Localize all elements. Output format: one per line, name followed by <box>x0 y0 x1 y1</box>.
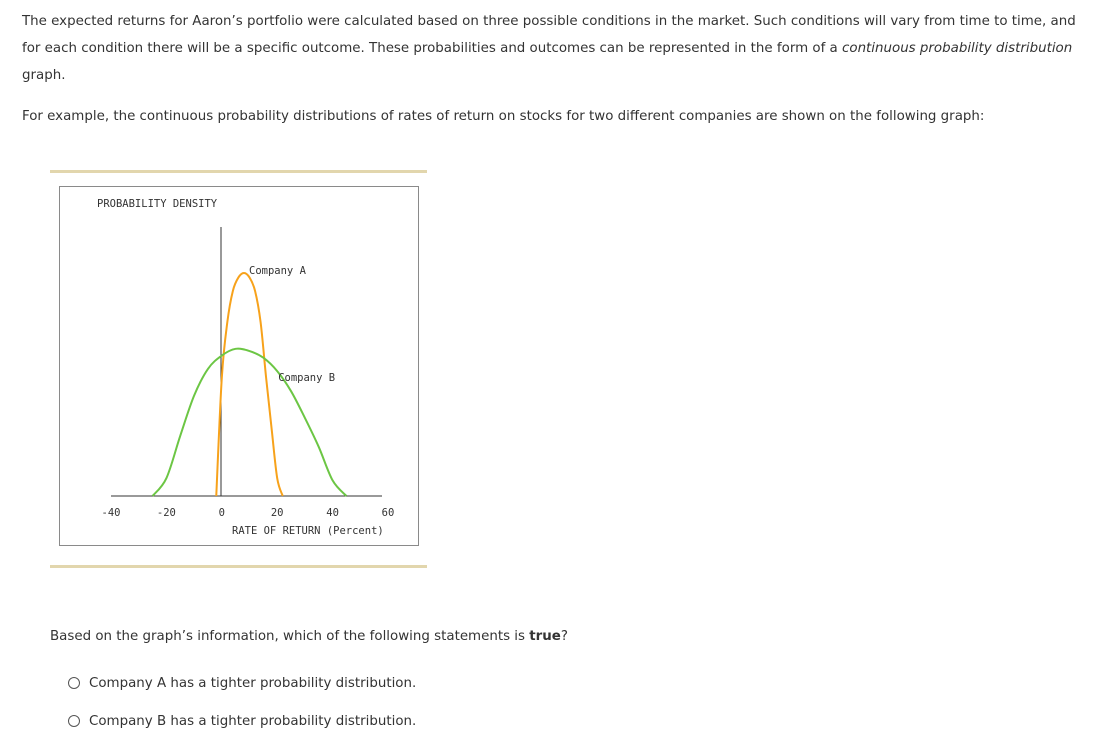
question-emphasis: true <box>529 629 561 644</box>
series-label-company-a: Company A <box>249 265 306 277</box>
option-company-b[interactable] <box>68 711 416 731</box>
example-paragraph: For example, the continuous probability distributions of rates of return on stocks for two different companies are shown on the following graph: <box>22 109 985 124</box>
option-b-label: Company B has a tighter probability distribution. <box>89 713 417 729</box>
intro-paragraph <box>22 8 1082 89</box>
x-tick-label: -20 <box>156 507 176 519</box>
distribution-chart <box>59 186 419 546</box>
question-text-start: Based on the graph’s information, which of the following statements is <box>50 629 530 644</box>
chart-svg <box>60 187 420 547</box>
series-line-company-a <box>216 273 282 496</box>
series-line-company-b <box>153 349 347 496</box>
x-tick-label: 0 <box>218 507 225 519</box>
question-text <box>50 623 568 650</box>
top-divider <box>50 170 427 173</box>
x-tick-labels <box>102 507 395 519</box>
x-tick-label: 60 <box>381 507 395 519</box>
intro-emphasis: continuous probability distribution <box>842 41 1073 56</box>
question-text-end: ? <box>560 629 568 644</box>
radio-button-a[interactable] <box>68 677 80 689</box>
series-label-company-b: Company B <box>278 371 336 384</box>
bottom-divider <box>50 565 427 568</box>
option-a-label: Company A has a tighter probability distribution. <box>89 675 417 691</box>
y-axis-label: PROBABILITY DENSITY <box>97 198 218 210</box>
intro-text-start: The expected returns for Aaron’s portfolio were calculated based on three possible conditions in the market. Such conditions will vary from time to time, and for each condition there will be a specific outcome. These probabilities and outcomes can be represented in the form of a <box>22 14 1076 56</box>
series-layer <box>153 265 347 496</box>
x-tick-label: 20 <box>270 507 284 519</box>
intro-text-end: graph. <box>22 68 66 83</box>
x-tick-label: 40 <box>326 507 339 519</box>
option-company-a[interactable] <box>68 673 416 693</box>
x-axis-label: RATE OF RETURN (Percent) <box>232 525 384 537</box>
radio-button-b[interactable] <box>68 715 80 727</box>
x-tick-label: -40 <box>101 507 121 519</box>
